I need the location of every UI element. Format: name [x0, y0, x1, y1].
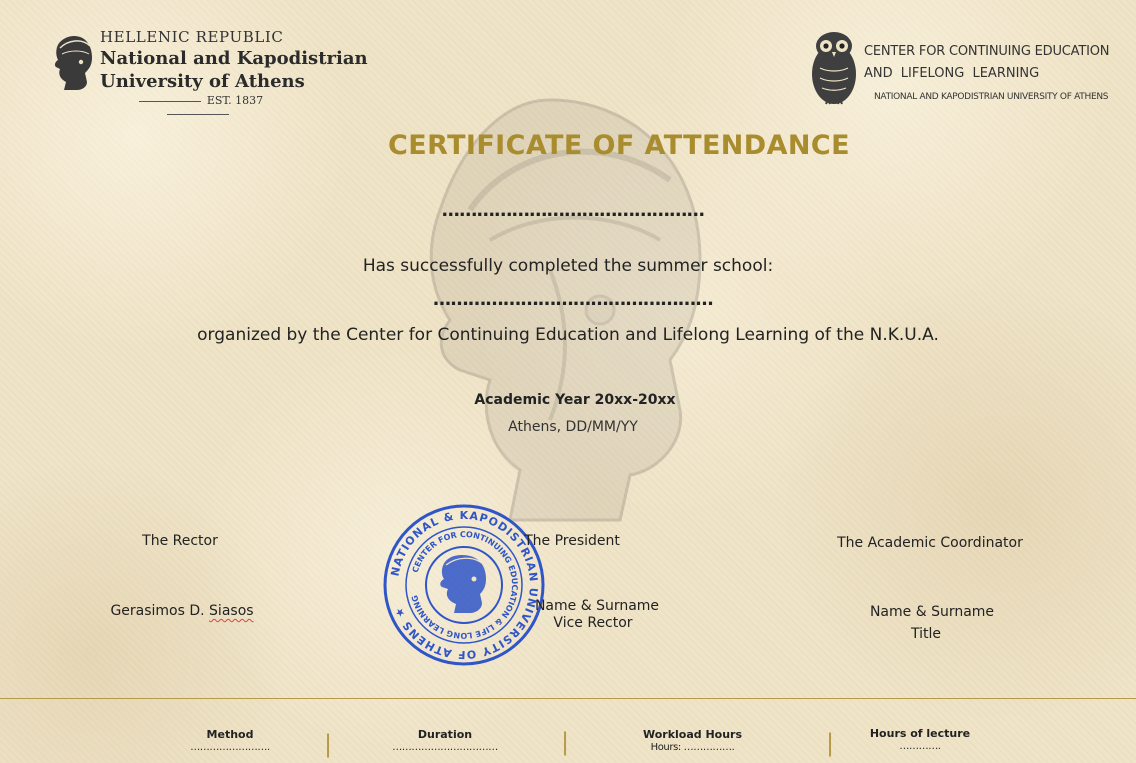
footer-separator: |	[561, 728, 570, 756]
method-label: Method	[206, 728, 254, 741]
workload-field	[630, 728, 755, 753]
academic-year: Academic Year 20xx-20xx	[474, 392, 676, 408]
center-name-line1: CENTER FOR CONTINUING EDUCATION	[864, 44, 1110, 59]
university-name-line2: University of Athens	[100, 71, 305, 92]
president-name: Name & Surname	[534, 598, 660, 614]
school-name-placeholder: …………………………………………	[433, 289, 713, 310]
organized-text: organized by the Center for Continuing Education and Lifelong Learning of the N.K.U.A.	[197, 325, 939, 345]
lecture-hours-value: ………….	[899, 741, 941, 752]
president-label: The President	[524, 533, 620, 549]
center-university-line: NATIONAL AND KAPODISTRIAN UNIVERSITY OF ATHENS	[874, 92, 1109, 102]
established-text: EST. 1837	[206, 94, 264, 107]
lecture-hours-label: Hours of lecture	[869, 727, 971, 740]
owl-icon	[792, 28, 860, 106]
president-role: Vice Rector	[553, 615, 633, 631]
recipient-name-placeholder: ………………………………………	[441, 200, 705, 221]
workload-value: Hours: …………….	[650, 742, 735, 753]
coordinator-name: Name & Surname	[869, 604, 995, 620]
method-value: …………………….	[190, 742, 270, 753]
center-name-line2: AND LIFELONG LEARNING	[864, 66, 1040, 81]
rector-last-name: Siasos	[209, 603, 254, 619]
lecture-hours-field	[860, 727, 980, 752]
method-field	[180, 728, 280, 753]
duration-field	[385, 728, 505, 753]
official-stamp-icon	[382, 503, 546, 667]
university-name-line1: National and Kapodistrian	[100, 48, 368, 69]
certificate-title: CERTIFICATE OF ATTENDANCE	[388, 130, 850, 161]
svg-text:CENTER FOR CONTINUING EDUCATIO: CENTER FOR CONTINUING EDUCATION & LIFE LONG LEARNING	[410, 529, 520, 641]
place-date: Athens, DD/MM/YY	[508, 419, 638, 435]
rector-name	[100, 603, 264, 619]
rector-label: The Rector	[142, 533, 218, 549]
footer-separator: |	[324, 730, 333, 758]
svg-text:NATIONAL & KAPODISTRIAN UNIVER: NATIONAL & KAPODISTRIAN UNIVERSITY OF ATHENS ★	[388, 508, 541, 662]
workload-label: Workload Hours	[642, 728, 743, 741]
duration-label: Duration	[417, 728, 473, 741]
center-logo	[792, 28, 1110, 110]
footer-separator: |	[826, 729, 835, 757]
footer-divider	[0, 698, 1136, 699]
rector-first-name: Gerasimos D.	[110, 603, 210, 619]
completed-text: Has successfully completed the summer school:	[362, 256, 774, 276]
duration-value: ……………………………	[392, 742, 498, 753]
university-logo	[50, 28, 370, 112]
coordinator-label: The Academic Coordinator	[837, 535, 1023, 551]
coordinator-title: Title	[910, 626, 941, 642]
university-established	[102, 94, 294, 120]
university-country-text: HELLENIC REPUBLIC	[100, 28, 284, 46]
athena-emblem-icon	[52, 32, 96, 92]
